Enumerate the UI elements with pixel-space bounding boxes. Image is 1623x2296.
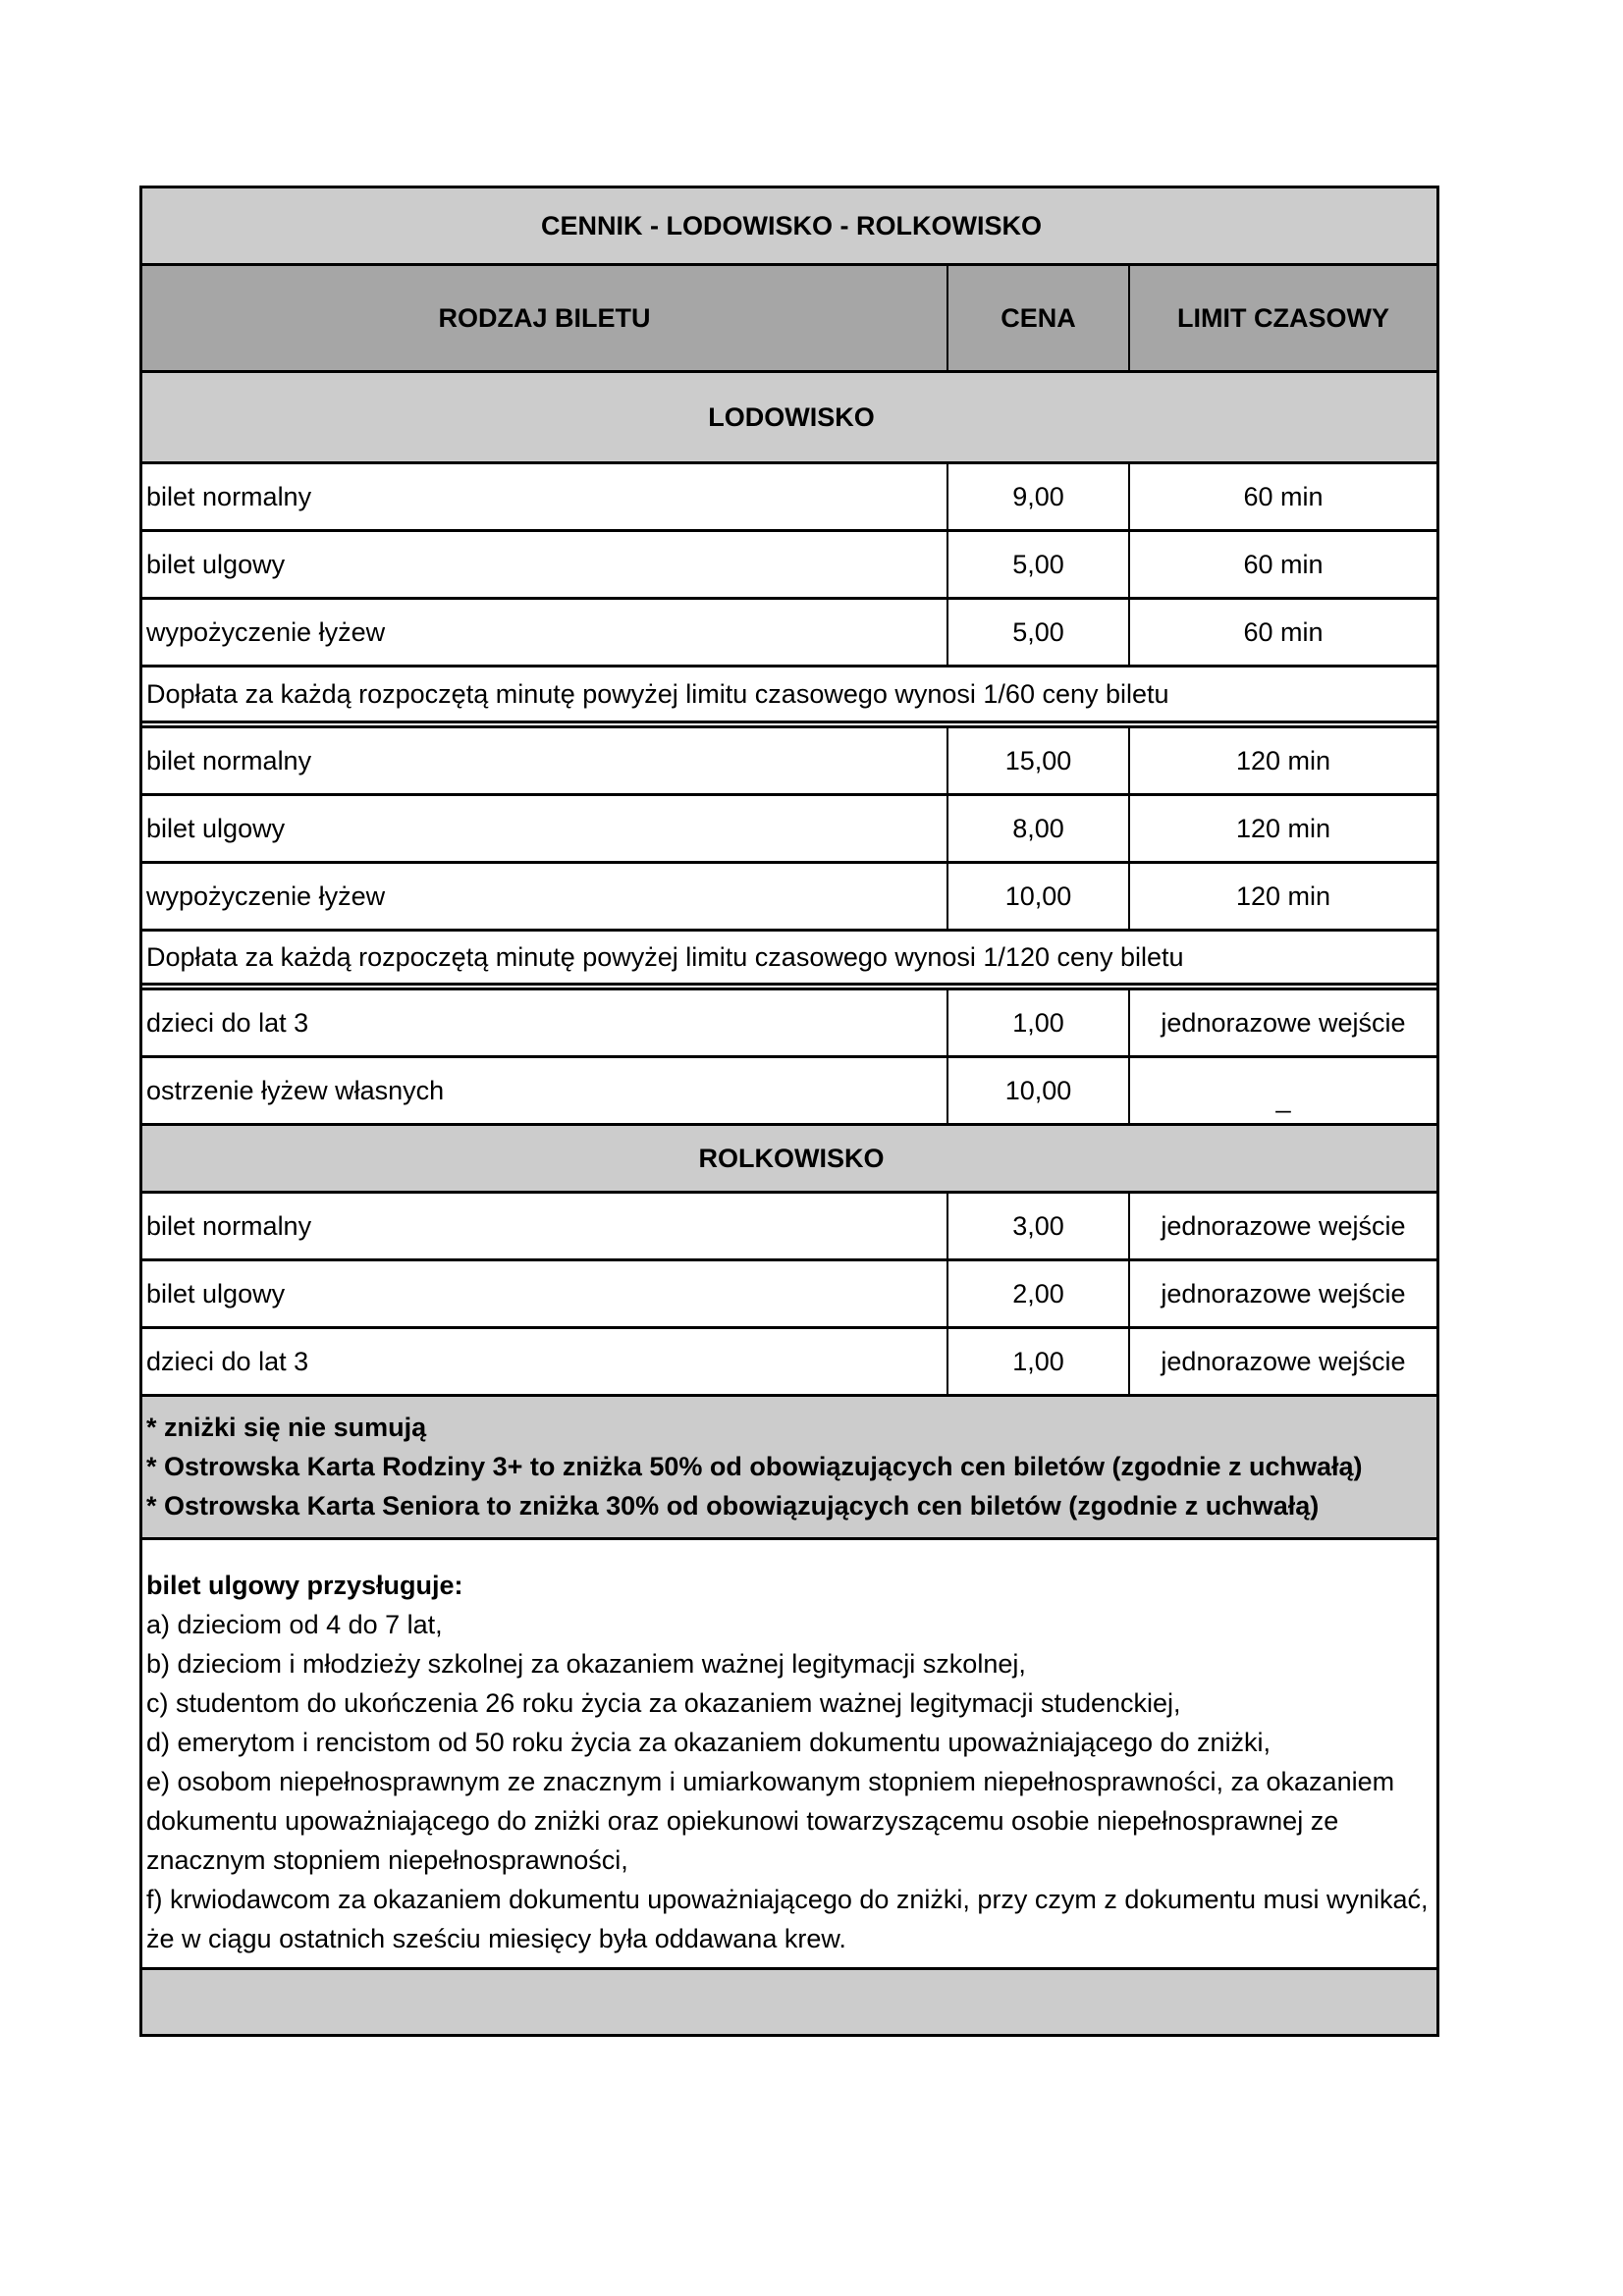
table-row (142, 464, 1436, 532)
ticket-name: dzieci do lat 3 (142, 990, 948, 1055)
surcharge-note: Dopłata za każdą rozpoczętą minutę powyżej limitu czasowego wynosi 1/60 ceny biletu (146, 678, 1169, 709)
ticket-name: wypożyczenie łyżew (142, 864, 948, 929)
ticket-price: 9,00 (948, 464, 1130, 529)
ticket-price: 8,00 (948, 796, 1130, 861)
reduced-ticket-info-row (142, 1540, 1436, 1970)
ticket-price: 1,00 (948, 990, 1130, 1055)
table-row (142, 990, 1436, 1058)
table-row (142, 532, 1436, 600)
page-title: CENNIK - LODOWISKO - ROLKOWISKO (541, 210, 1042, 240)
ticket-name: bilet normalny (142, 1194, 948, 1258)
section-lodowisko (142, 373, 1436, 464)
table-row (142, 600, 1436, 667)
ticket-name: wypożyczenie łyżew (142, 600, 948, 665)
table-row (142, 1058, 1436, 1126)
ticket-price: 10,00 (948, 1058, 1130, 1123)
discount-note: * Ostrowska Karta Seniora to zniżka 30% od obowiązujących cen biletów (zgodnie z uchwałą) (146, 1490, 1320, 1521)
eligibility-item: d) emerytom i rencistom od 50 roku życia za okazaniem dokumentu upoważniającego do zniżki, (146, 1728, 1271, 1757)
ticket-price: 10,00 (948, 864, 1130, 929)
table-row (142, 796, 1436, 864)
discount-notes (142, 1397, 1436, 1537)
ticket-name: bilet ulgowy (142, 796, 948, 861)
footer-blank-row (142, 1970, 1436, 2034)
discount-note: * Ostrowska Karta Rodziny 3+ to zniżka 50% od obowiązujących cen biletów (zgodnie z uchwałą) (146, 1451, 1363, 1481)
table-row (142, 1261, 1436, 1329)
eligibility-item: e) osobom niepełnosprawnym ze znacznym i umiarkowanym stopniem niepełnosprawności, za okazaniem dokumentu upoważniającego do zniżki oraz opiekunowi towarzyszącemu osobie niepełnosprawnej ze znacznym stopniem niepełnosprawności, (146, 1767, 1395, 1875)
discount-note: * zniżki się nie sumują (146, 1412, 427, 1442)
header-time-limit: LIMIT CZASOWY (1177, 302, 1389, 333)
header-row (142, 266, 1436, 373)
ticket-price: 3,00 (948, 1194, 1130, 1258)
ticket-limit: 120 min (1235, 745, 1331, 775)
discount-notes-row (142, 1397, 1436, 1540)
ticket-price: 2,00 (948, 1261, 1130, 1326)
ticket-limit: 120 min (1235, 881, 1331, 911)
ticket-limit (1130, 1058, 1436, 1123)
ticket-limit: jednorazowe wejście (1161, 1210, 1406, 1241)
ticket-limit: jednorazowe wejście (1161, 1346, 1406, 1376)
eligibility-item: c) studentom do ukończenia 26 roku życia za okazaniem ważnej legitymacji studenckiej, (146, 1688, 1181, 1718)
reduced-ticket-heading: bilet ulgowy przysługuje: (146, 1571, 463, 1600)
surcharge-note: Dopłata za każdą rozpoczętą minutę powyżej limitu czasowego wynosi 1/120 ceny biletu (146, 941, 1184, 972)
ticket-name: ostrzenie łyżew własnych (142, 1058, 948, 1123)
ticket-name: dzieci do lat 3 (142, 1329, 948, 1394)
ticket-limit: jednorazowe wejście (1161, 1007, 1406, 1038)
ticket-name: bilet ulgowy (142, 532, 948, 597)
ticket-limit: 60 min (1243, 616, 1324, 647)
section-title: ROLKOWISKO (698, 1143, 885, 1173)
ticket-name: bilet normalny (142, 728, 948, 793)
price-list-table (139, 186, 1439, 2037)
section-rolkowisko (142, 1126, 1436, 1194)
table-row (142, 1194, 1436, 1261)
ticket-limit: 60 min (1243, 549, 1324, 579)
title-row (142, 188, 1436, 266)
ticket-price: 5,00 (948, 600, 1130, 665)
ticket-price: 15,00 (948, 728, 1130, 793)
table-row (142, 728, 1436, 796)
section-title: LODOWISKO (708, 401, 875, 432)
eligibility-item: f) krwiodawcom za okazaniem dokumentu upoważniającego do zniżki, przy czym z dokumentu musi wynikać, że w ciągu ostatnich sześciu miesięcy była oddawana krew. (146, 1885, 1429, 1953)
ticket-limit: 60 min (1243, 481, 1324, 511)
reduced-ticket-info (142, 1540, 1436, 1967)
table-row (142, 864, 1436, 932)
header-price: CENA (948, 266, 1130, 370)
header-ticket-type: RODZAJ BILETU (142, 266, 948, 370)
ticket-limit: 120 min (1235, 813, 1331, 843)
no-limit-dash: _ (1275, 1083, 1291, 1113)
ticket-limit: jednorazowe wejście (1161, 1278, 1406, 1308)
eligibility-item: b) dzieciom i młodzieży szkolnej za okazaniem ważnej legitymacji szkolnej, (146, 1649, 1026, 1679)
ticket-price: 1,00 (948, 1329, 1130, 1394)
ticket-name: bilet normalny (142, 464, 948, 529)
ticket-name: bilet ulgowy (142, 1261, 948, 1326)
ticket-price: 5,00 (948, 532, 1130, 597)
surcharge-note-row (142, 667, 1436, 728)
eligibility-item: a) dzieciom od 4 do 7 lat, (146, 1610, 443, 1639)
table-row (142, 1329, 1436, 1397)
surcharge-note-row (142, 932, 1436, 990)
